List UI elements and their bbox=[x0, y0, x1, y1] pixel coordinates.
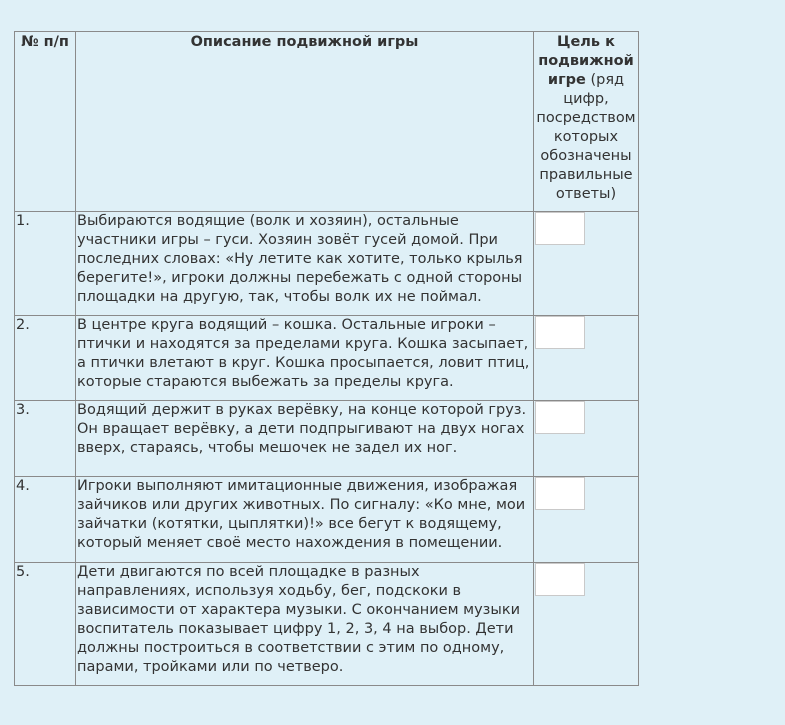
answer-input-2[interactable] bbox=[535, 316, 585, 349]
header-goal-title: Цель к подвижной игре bbox=[538, 34, 634, 88]
answer-cell bbox=[534, 401, 639, 477]
table-row bbox=[15, 316, 639, 401]
header-goal bbox=[534, 32, 639, 212]
row-number: 2. bbox=[15, 316, 76, 401]
answer-input-1[interactable] bbox=[535, 212, 585, 245]
answer-input-3[interactable] bbox=[535, 401, 585, 434]
row-description: Дети двигаются по всей площадке в разных направлениях, используя ходьбу, бег, подскоки в зависимости от характера музыки. С окончанием музыки воспитатель показывает цифру 1, 2, 3, 4 на выбор. Дети должны построиться в соответствии с этим по одному, парами, тройками или по четверо. bbox=[76, 563, 534, 686]
row-number: 5. bbox=[15, 563, 76, 686]
row-number: 4. bbox=[15, 477, 76, 563]
row-description: В центре круга водящий – кошка. Остальные игроки – птички и находятся за пределами круга. Кошка засыпает, а птички влетают в круг. Кошка просыпается, ловит птиц, которые стараются выбежать за пределы круга. bbox=[76, 316, 534, 401]
answer-cell bbox=[534, 563, 639, 686]
row-number: 3. bbox=[15, 401, 76, 477]
row-description: Выбираются водящие (волк и хозяин), остальные участники игры – гуси. Хозяин зовёт гусей домой. При последних словах: «Ну летите как хотите, только крылья берегите!», игроки должны перебежать с одной стороны площадки на другую, так, чтобы волк их не поймал. bbox=[76, 212, 534, 316]
header-description: Описание подвижной игры bbox=[76, 32, 534, 212]
table-row bbox=[15, 477, 639, 563]
table-row bbox=[15, 401, 639, 477]
row-description: Игроки выполняют имитационные движения, изображая зайчиков или других животных. По сигналу: «Ко мне, мои зайчатки (котятки, цыплятки)!» все бегут к водящему, который меняет своё место нахождения в помещении. bbox=[76, 477, 534, 563]
answer-cell bbox=[534, 477, 639, 563]
games-table bbox=[14, 31, 639, 686]
row-number: 1. bbox=[15, 212, 76, 316]
header-row bbox=[15, 32, 639, 212]
header-number: № п/п bbox=[15, 32, 76, 212]
answer-input-4[interactable] bbox=[535, 477, 585, 510]
table-row bbox=[15, 563, 639, 686]
header-goal-note: (ряд цифр, посредством которых обозначены правильные ответы) bbox=[536, 72, 636, 202]
answer-cell bbox=[534, 316, 639, 401]
answer-cell bbox=[534, 212, 639, 316]
row-description: Водящий держит в руках верёвку, на конце которой груз. Он вращает верёвку, а дети подпрыгивают на двух ногах вверх, стараясь, чтобы мешочек не задел их ног. bbox=[76, 401, 534, 477]
answer-input-5[interactable] bbox=[535, 563, 585, 596]
quiz-sheet bbox=[14, 31, 639, 686]
table-row bbox=[15, 212, 639, 316]
